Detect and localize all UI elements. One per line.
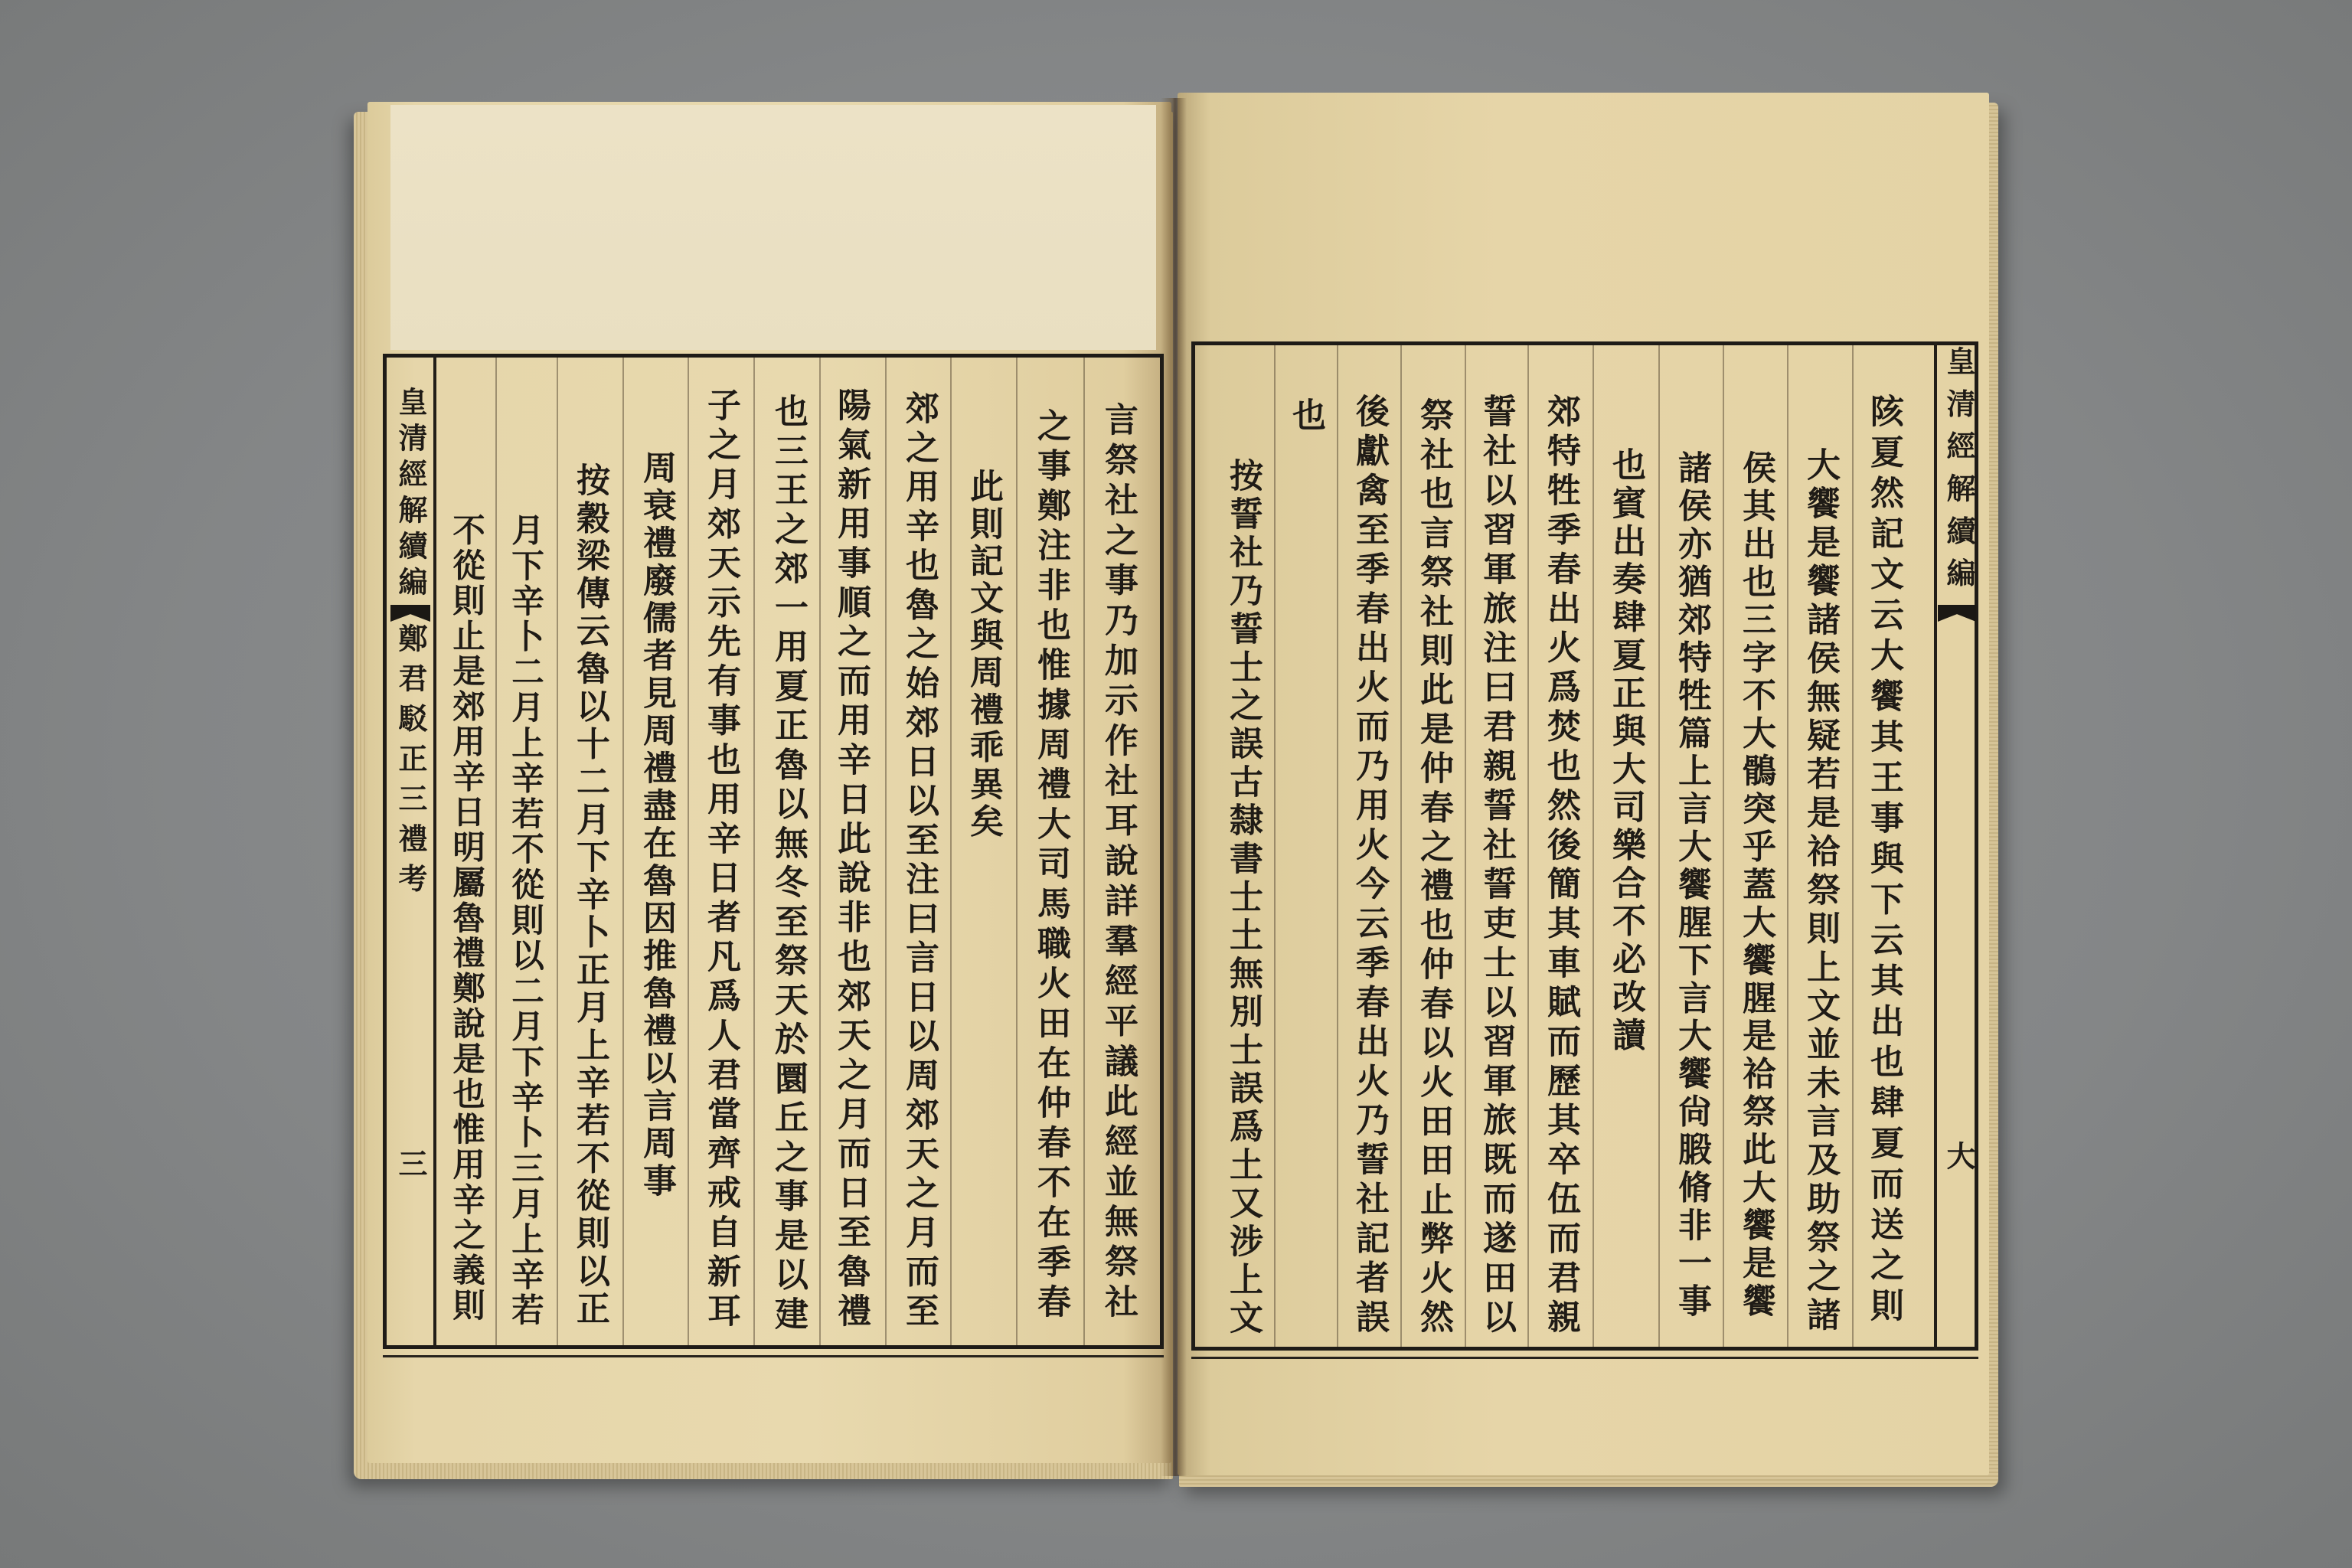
column-rule [1592, 345, 1594, 1347]
left-page-top-blank-area [390, 105, 1156, 350]
column-rule [622, 358, 624, 1345]
left-margin-section-title: 鄭君駁正三禮考 [394, 623, 428, 903]
column-rule [1400, 345, 1402, 1347]
left-text-column: 之事鄭注非也惟據周禮大司馬職火田在仲春不在季春 [1031, 408, 1070, 1324]
column-rule [1083, 358, 1085, 1345]
column-rule [557, 358, 558, 1345]
left-page-number: 三 [394, 1148, 428, 1188]
left-text-column: 言祭社之事乃加示作社耳說詳羣經平議此經並無祭社 [1099, 402, 1138, 1324]
column-rule [819, 358, 821, 1345]
book-spine-crease [1161, 98, 1187, 1476]
column-rule [1465, 345, 1466, 1347]
right-text-column: 後獻禽至季春出火而乃用火今云季春出火乃誓社記者誤 [1350, 394, 1389, 1338]
right-text-column: 也 [1286, 397, 1325, 447]
column-rule [1016, 358, 1018, 1345]
column-rule [885, 358, 887, 1345]
column-rule [1787, 345, 1788, 1347]
right-text-column: 郊特牲季春出火爲焚也然後簡其車賦而歷其卒伍而君親 [1541, 394, 1580, 1338]
column-rule [753, 358, 755, 1345]
left-margin-column-line [433, 354, 436, 1349]
left-text-column: 此則記文與周禮乖異矣 [964, 469, 1003, 841]
right-text-column: 祭社也言祭社則此是仲春之禮也仲春以火田田止弊火然 [1414, 397, 1453, 1338]
column-rule [1658, 345, 1660, 1347]
left-text-column: 周衰禮廢儒者見周禮盡在魯因推魯禮以言周事 [637, 450, 676, 1200]
right-text-column: 也賓出奏肆夏正與大司樂合不必改讀 [1606, 447, 1645, 1055]
right-text-column: 誓社以習軍旅注曰君親誓社誓吏士以習軍旅既而遂田以 [1477, 394, 1516, 1338]
left-margin-book-title: 皇清經解續編 [394, 387, 428, 603]
right-text-column: 陔夏然記文云大饗其王事與下云其出也肆夏而送之則 [1864, 394, 1903, 1328]
left-text-column: 陽氣新用事順之而用辛日此說非也郊天之月而日至魯禮 [831, 387, 871, 1332]
right-text-column: 大饗是饗諸侯無疑若是祫祭則上文並未言及助祭之諸 [1801, 447, 1840, 1335]
left-text-column: 月下辛卜二月上辛若不從則以二月下辛卜三月上辛若 [506, 513, 544, 1328]
right-frame-bottom-double-line [1191, 1357, 1978, 1359]
column-rule [1274, 345, 1276, 1347]
column-rule [1337, 345, 1338, 1347]
right-text-column: 諸侯亦猶郊特牲篇上言大饗腥下言大饗尙腶脩非一事 [1672, 450, 1711, 1321]
right-text-column: 按誓社乃誓士之誤古隸書士土無別士誤爲土又涉上文 [1223, 458, 1263, 1338]
left-text-column: 按穀梁傳云魯以十二月下辛卜正月上辛若不從則以正 [570, 462, 609, 1328]
column-rule [688, 358, 689, 1345]
column-rule [1723, 345, 1724, 1347]
column-rule [1527, 345, 1529, 1347]
left-text-column: 也三王之郊一用夏正魯以無冬至祭天於圜丘之事是以建 [769, 394, 808, 1335]
left-text-column: 子之月郊天示先有事也用辛日者凡爲人君當齊戒自新耳 [701, 387, 740, 1332]
right-page-number: 大 [1942, 1141, 1976, 1181]
left-text-column: 郊之用辛也魯之始郊日以至注曰言日以周郊天之月而至 [900, 390, 939, 1332]
right-margin-book-title: 皇清經解續編 [1942, 346, 1976, 600]
column-rule [950, 358, 952, 1345]
column-rule [1852, 345, 1854, 1347]
left-text-column: 不從則止是郊用辛日明屬魯禮鄭說是也惟用辛之義則 [448, 513, 486, 1324]
right-text-column: 侯其出也三字不大鶻突乎蓋大饗腥是祫祭此大饗是饗 [1736, 450, 1775, 1321]
left-frame-bottom-double-line [383, 1355, 1164, 1357]
